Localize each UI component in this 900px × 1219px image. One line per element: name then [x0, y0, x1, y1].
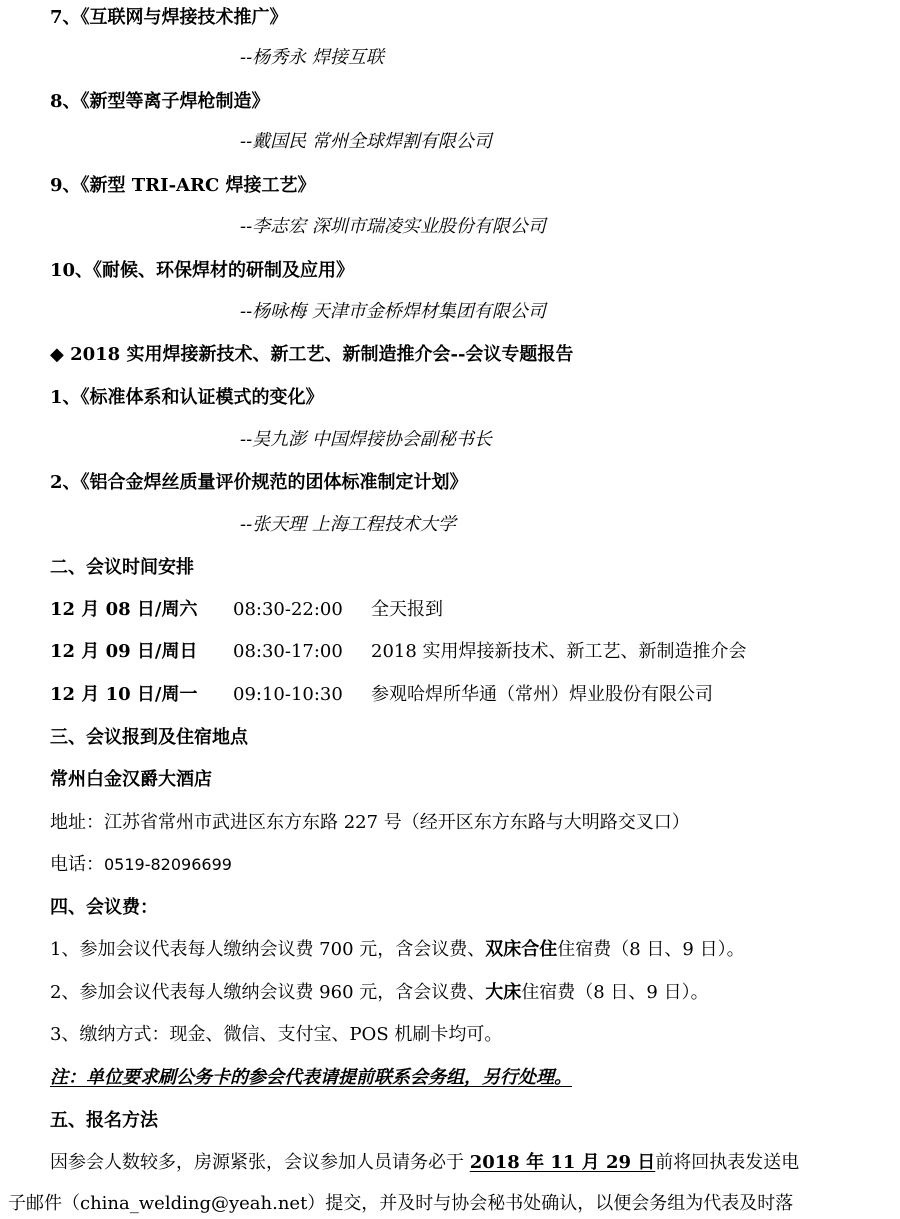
- schedule-date: 12 月 09 日/周日: [50, 641, 198, 662]
- phone-number: 0519-82096699: [104, 855, 232, 874]
- schedule-row: [50, 598, 443, 622]
- fee-item-1: [50, 938, 745, 962]
- payment-note: 注：单位要求刷公务卡的参会代表请提前联系会务组，另行处理。: [50, 1067, 572, 1088]
- special-report-2-title: 2、《铝合金焊丝质量评价规范的团体标准制定计划》: [50, 472, 468, 493]
- signup-deadline: 2018 年 11 月 29 日: [469, 1152, 656, 1173]
- schedule-time: 08:30-22:00: [233, 599, 343, 620]
- signup-text: 前将回执表发送电: [655, 1152, 800, 1173]
- schedule-event: 全天报到: [371, 599, 443, 620]
- report-7-title: 7、《互联网与焊接技术推广》: [50, 7, 288, 28]
- schedule-time: 09:10-10:30: [233, 684, 343, 705]
- report-9-speaker: --李志宏 深圳市瑞凌实业股份有限公司: [240, 216, 546, 237]
- fee-item-2: [50, 981, 709, 1005]
- special-report-1-title: 1、《标准体系和认证模式的变化》: [50, 387, 324, 408]
- fee-item-3: 3、缴纳方式：现金、微信、支付宝、POS 机刷卡均可。: [50, 1024, 503, 1045]
- report-9-title: 9、《新型 TRI-ARC 焊接工艺》: [50, 175, 316, 196]
- section-4-title: 四、会议费：: [50, 897, 158, 918]
- room-type-highlight: 大床: [485, 982, 522, 1003]
- signup-paragraph-line-2: 子邮件（china_welding@yeah.net）提交，并及时与协会秘书处确认，以便会务组为代表及时落: [8, 1193, 794, 1214]
- schedule-row: [50, 683, 713, 707]
- hotel-phone: [50, 853, 232, 877]
- signup-paragraph-line-1: [50, 1151, 799, 1175]
- schedule-event: 参观哈焊所华通（常州）焊业股份有限公司: [371, 684, 713, 705]
- schedule-date: 12 月 10 日/周一: [50, 684, 198, 705]
- hotel-address: 地址：江苏省常州市武进区东方东路 227 号（经开区东方东路与大明路交叉口）: [50, 812, 690, 833]
- report-10-title: 10、《耐候、环保焊材的研制及应用》: [50, 260, 355, 281]
- special-report-1-speaker: --吴九澎 中国焊接协会副秘书长: [240, 429, 492, 450]
- phone-label: 电话：: [50, 854, 104, 875]
- schedule-row: [50, 640, 747, 664]
- hotel-name: 常州白金汉爵大酒店: [50, 769, 212, 790]
- schedule-event: 2018 实用焊接新技术、新工艺、新制造推介会: [371, 641, 747, 662]
- report-10-speaker: --杨咏梅 天津市金桥焊材集团有限公司: [240, 301, 546, 322]
- fee-text: 2、参加会议代表每人缴纳会议费 960 元，含会议费、: [50, 982, 486, 1003]
- room-type-highlight: 双床合住: [485, 939, 558, 960]
- schedule-date: 12 月 08 日/周六: [50, 599, 198, 620]
- section-5-title: 五、报名方法: [50, 1110, 158, 1131]
- section-3-title: 三、会议报到及住宿地点: [50, 727, 248, 748]
- signup-text: 因参会人数较多，房源紧张，会议参加人员请务必于: [50, 1152, 470, 1173]
- fee-text: 住宿费（8 日、9 日）。: [521, 982, 709, 1003]
- fee-text: 住宿费（8 日、9 日）。: [557, 939, 745, 960]
- report-7-speaker: --杨秀永 焊接互联: [240, 47, 384, 68]
- report-8-speaker: --戴国民 常州全球焊割有限公司: [240, 131, 492, 152]
- report-8-title: 8、《新型等离子焊枪制造》: [50, 91, 270, 112]
- special-report-2-speaker: --张天理 上海工程技术大学: [240, 514, 456, 535]
- schedule-time: 08:30-17:00: [233, 641, 343, 662]
- fee-text: 1、参加会议代表每人缴纳会议费 700 元，含会议费、: [50, 939, 486, 960]
- section-2-title: 二、会议时间安排: [50, 557, 194, 578]
- special-report-heading: ◆ 2018 实用焊接新技术、新工艺、新制造推介会--会议专题报告: [50, 344, 574, 365]
